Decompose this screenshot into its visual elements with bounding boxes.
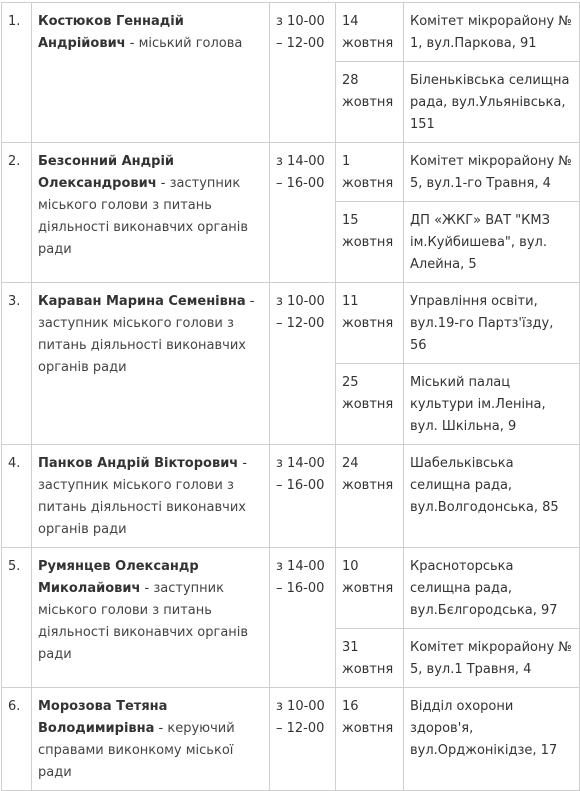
meeting-date: 10 жовтня <box>336 548 404 629</box>
table-row <box>2 548 580 629</box>
official-cell: Румянцев Олександр Миколайович - заступник міського голови з питань діяльності виконавчих органів ради <box>32 548 270 688</box>
reception-time: з 14-00 – 16-00 <box>270 445 336 548</box>
official-name: Морозова Тетяна Володимирівна <box>38 699 168 736</box>
table-row <box>2 3 580 62</box>
meeting-date: 1 жовтня <box>336 143 404 202</box>
meeting-place: Комітет мікрорайону № 1, вул.Паркова, 91 <box>404 3 580 62</box>
table-row <box>2 283 580 364</box>
meeting-date: 16 жовтня <box>336 688 404 791</box>
table-row <box>2 688 580 791</box>
reception-time: з 10-00 – 12-00 <box>270 3 336 143</box>
official-cell: Панков Андрій Вікторович - заступник міського голови з питань діяльності виконавчих органів ради <box>32 445 270 548</box>
row-number: 5. <box>2 548 32 688</box>
row-number: 4. <box>2 445 32 548</box>
meeting-place: Відділ охорони здоров'я, вул.Орджонікідзе, 17 <box>404 688 580 791</box>
official-name: Панков Андрій Вікторович <box>38 456 239 471</box>
row-number: 6. <box>2 688 32 791</box>
official-cell: Морозова Тетяна Володимирівна - керуючий справами виконкому міської ради <box>32 688 270 791</box>
reception-time: з 14-00 – 16-00 <box>270 548 336 688</box>
official-role: міський голова <box>138 36 243 51</box>
meeting-place: ДП «ЖКГ» ВАТ "КМЗ ім.Куйбишева", вул. Алейна, 5 <box>404 202 580 283</box>
reception-schedule-table <box>1 2 580 791</box>
meeting-place: Красноторська селищна рада, вул.Бєлгородська, 97 <box>404 548 580 629</box>
official-role: заступник міського голови з питань діяльності виконавчих органів ради <box>38 478 246 537</box>
meeting-place: Комітет мікрорайону № 5, вул.1 Травня, 4 <box>404 629 580 688</box>
official-role: заступник міського голови з питань діяльності виконавчих органів ради <box>38 176 249 257</box>
meeting-date: 15 жовтня <box>336 202 404 283</box>
official-role: заступник міського голови з питань діяльності виконавчих органів ради <box>38 581 249 662</box>
official-name: Караван Марина Семенівна <box>38 294 246 309</box>
reception-time: з 14-00 – 16-00 <box>270 143 336 283</box>
official-role: заступник міського голови з питань діяльності виконавчих органів ради <box>38 316 246 375</box>
row-number: 3. <box>2 283 32 445</box>
reception-time: з 10-00 – 12-00 <box>270 283 336 445</box>
official-name: Румянцев Олександр Миколайович <box>38 559 199 596</box>
official-name: Костюков Геннадій Андрійович <box>38 14 184 51</box>
official-cell: Безсонний Андрій Олександрович - заступник міського голови з питань діяльності виконавчих органів ради <box>32 143 270 283</box>
official-cell: Караван Марина Семенівна - заступник міського голови з питань діяльності виконавчих органів ради <box>32 283 270 445</box>
meeting-place: Комітет мікрорайону № 5, вул.1-го Травня, 4 <box>404 143 580 202</box>
meeting-date: 11 жовтня <box>336 283 404 364</box>
table-row <box>2 445 580 548</box>
reception-time: з 10-00 – 12-00 <box>270 688 336 791</box>
meeting-date: 31 жовтня <box>336 629 404 688</box>
meeting-date: 25 жовтня <box>336 364 404 445</box>
meeting-place: Управління освіти, вул.19-го Партз'їзду, 56 <box>404 283 580 364</box>
official-role: керуючий справами виконкому міської ради <box>38 721 235 780</box>
official-cell: Костюков Геннадій Андрійович - міський голова <box>32 3 270 143</box>
meeting-date: 28 жовтня <box>336 62 404 143</box>
row-number: 1. <box>2 3 32 143</box>
meeting-place: Міський палац культури ім.Леніна, вул. Шкільна, 9 <box>404 364 580 445</box>
official-name: Безсонний Андрій Олександрович <box>38 154 175 191</box>
meeting-place: Шабельківська селищна рада, вул.Волгодонська, 85 <box>404 445 580 548</box>
row-number: 2. <box>2 143 32 283</box>
meeting-date: 24 жовтня <box>336 445 404 548</box>
table-row <box>2 143 580 202</box>
meeting-date: 14 жовтня <box>336 3 404 62</box>
meeting-place: Біленьківська селищна рада, вул.Ульянівська, 151 <box>404 62 580 143</box>
